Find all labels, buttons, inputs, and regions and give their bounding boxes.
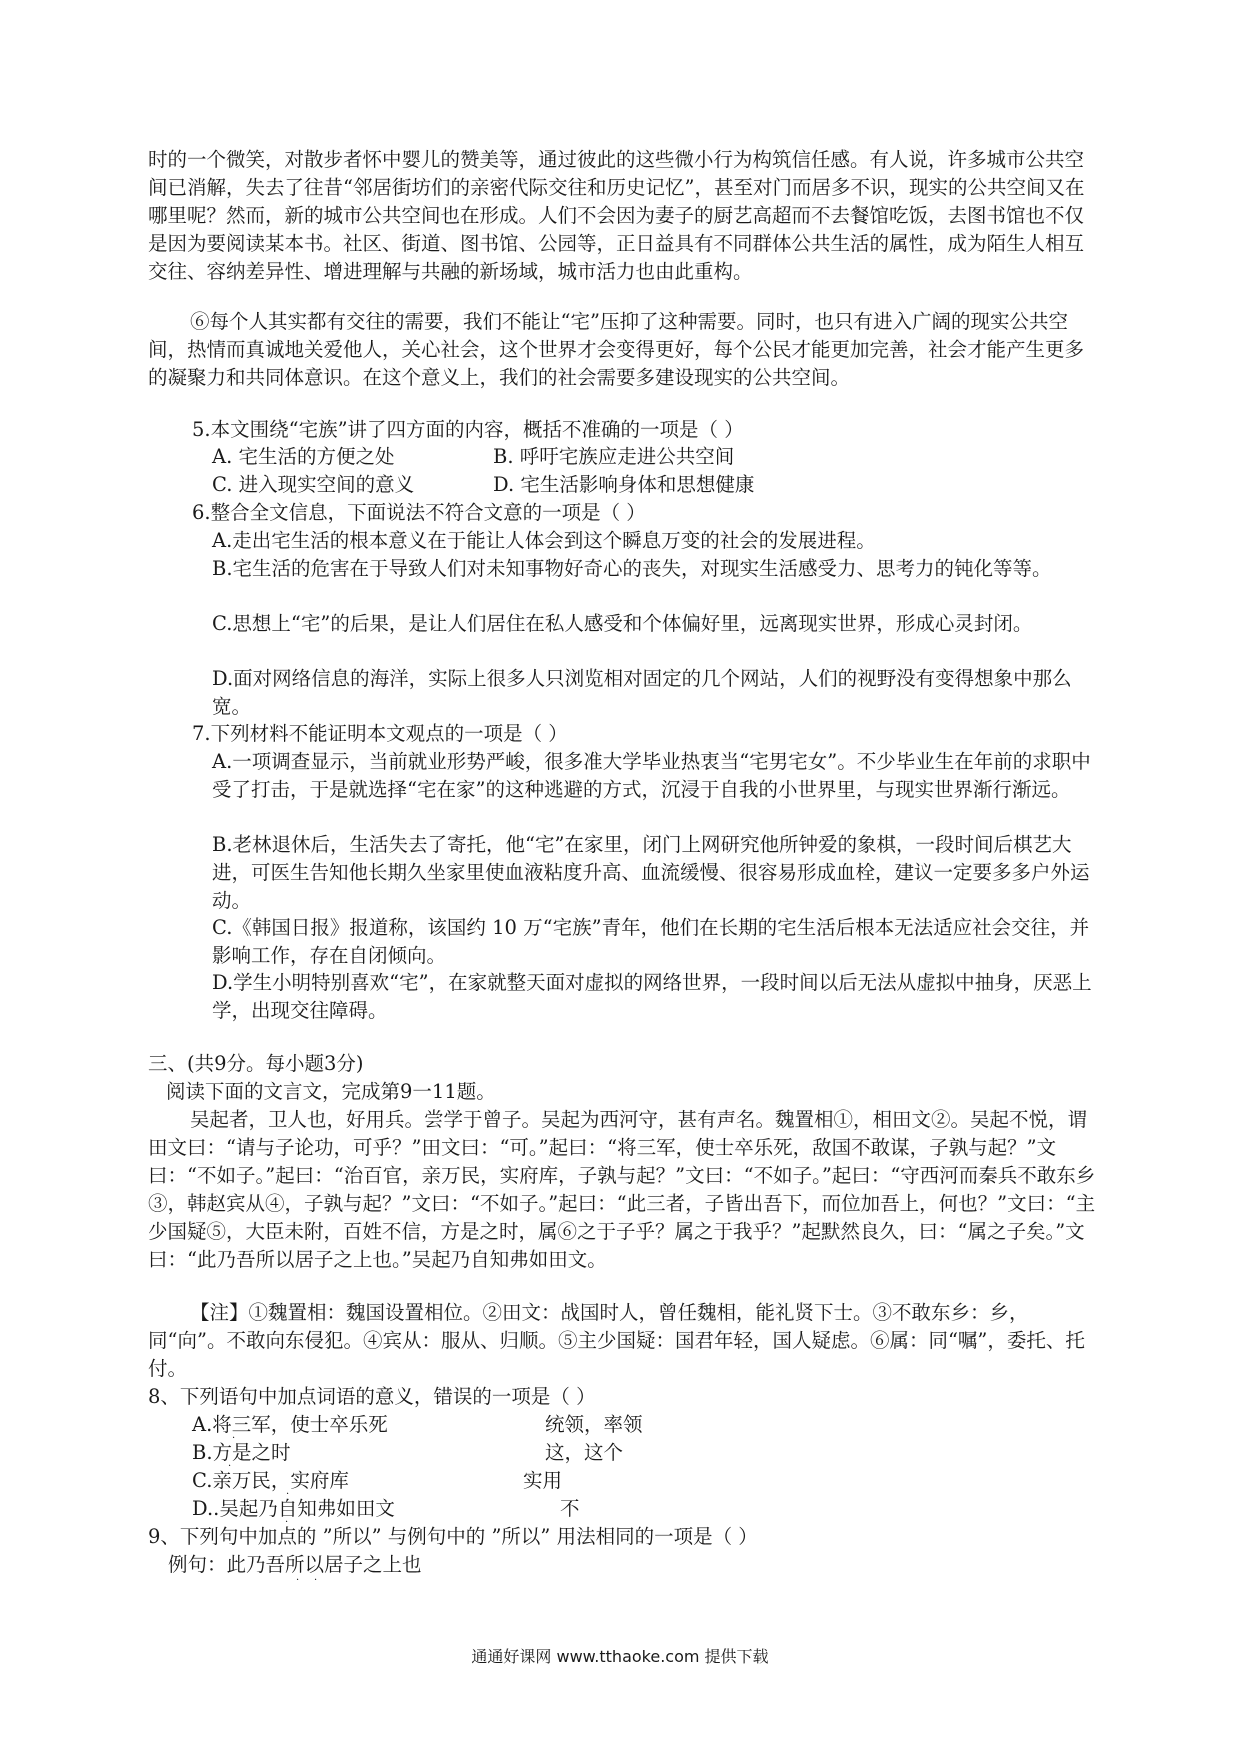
passage-paragraph-6: ⑥每个人其实都有交往的需要，我们不能让“宅”压抑了这种需要。同时，也只有进入广阔的现实公共空间，热情而真诚地关爱他人，关心社会，这个世界才会变得更好，每个公民才能更加完善，社会才能产生更多的凝聚力和共同体意识。在这个意义上，我们的社会需要多建设现实的公共空间。 xyxy=(148,310,1085,389)
q9-example: 例句：此乃吾所以居子之上也 xyxy=(168,1553,422,1576)
q8-sentence-b: B.方是之时 xyxy=(192,1441,291,1464)
classical-notes: 【注】①魏置相：魏国设置相位。②田文：战国时人，曾任魏相，能礼贤下士。③不敢东乡：乡，同“向”。不敢向东侵犯。④宾从：服从、归顺。⑤主少国疑：国君年轻，国人疑虑。⑥属：同“嘱”，委托、托付。 xyxy=(148,1301,1085,1380)
q7-option-a: A.一项调查显示，当前就业形势严峻，很多准大学毕业热衷当“宅男宅女”。不少毕业生在年前的求职中受了打击，于是就选择“宅在家”的这种逃避的方式，沉浸于自我的小世界里，与现实世界渐行渐远。 xyxy=(212,750,1091,801)
q6-option-a: A.走出宅生活的根本意义在于能让人体会到这个瞬息万变的社会的发展进程。 xyxy=(212,529,876,552)
passage-paragraph-5-tail: 时的一个微笑，对散步者怀中婴儿的赞美等，通过彼此的这些微小行为构筑信任感。有人说，许多城市公共空间已消解，失去了往昔“邻居街坊们的亲密代际交往和历史记忆”，甚至对门而居多不识，现实的公共空间又在哪里呢？然而，新的城市公共空间也在形成。人们不会因为妻子的厨艺高超而不去餐馆吃饭，去图书馆也不仅是因为要阅读某本书。社区、街道、图书馆、公园等，正日益具有不同群体公共生活的属性，成为陌生人相互交往、容纳差异性、增进理解与共融的新场域，城市活力也由此重构。 xyxy=(148,148,1085,283)
q8-meaning-b: 这，这个 xyxy=(545,1441,624,1464)
q5-stem: 5.本文围绕“宅族”讲了四方面的内容，概括不准确的一项是（ ） xyxy=(192,418,744,441)
emphasis-dot-mark: · xyxy=(228,1461,232,1472)
emphasis-dot-mark: · xyxy=(232,1433,236,1444)
q7-option-b: B.老林退休后，生活失去了寄托，他“宅”在家里，闭门上网研究他所钟爱的象棋，一段时间后棋艺大进，可医生告知他长期久坐家里使血液粘度升高、血流缓慢、很容易形成血栓，建议一定要多多户外运动。 xyxy=(212,833,1090,912)
section-3-instruction: 阅读下面的文言文，完成第9一11题。 xyxy=(166,1080,496,1103)
section-3-heading: 三、(共9分。每小题3分) xyxy=(148,1052,364,1075)
q6-option-d: D.面对网络信息的海洋，实际上很多人只浏览相对固定的几个网站，人们的视野没有变得想象中那么宽。 xyxy=(212,667,1072,718)
emphasis-dot-mark: · xyxy=(314,1575,318,1586)
q6-stem: 6.整合全文信息，下面说法不符合文意的一项是（ ） xyxy=(192,501,646,524)
emphasis-dot-mark: · xyxy=(296,1575,300,1586)
q8-sentence-a: A.将三军，使士卒乐死 xyxy=(192,1413,388,1436)
q5-option-d: D. 宅生活影响身体和思想健康 xyxy=(493,473,755,496)
q8-meaning-c: 实用 xyxy=(523,1469,563,1492)
q6-option-c: C.思想上“宅”的后果，是让人们居住在私人感受和个体偏好里，远离现实世界，形成心灵封闭。 xyxy=(212,612,1033,635)
emphasis-dot-mark: · xyxy=(286,1489,290,1500)
q9-stem: 9、下列句中加点的 ”所以” 与例句中的 ”所以” 用法相同的一项是（ ） xyxy=(148,1525,758,1548)
q5-option-c: C. 进入现实空间的意义 xyxy=(212,473,415,496)
q5-option-a: A. 宅生活的方便之处 xyxy=(212,445,395,468)
q8-meaning-d: 不 xyxy=(560,1497,580,1520)
q7-stem: 7.下列材料不能证明本文观点的一项是（ ） xyxy=(192,722,568,745)
q8-sentence-c: C.亲万民，实府库 xyxy=(192,1469,349,1492)
q7-option-c: C.《韩国日报》报道称，该国约 10 万“宅族”青年，他们在长期的宅生活后根本无法适应社会交往，并影响工作，存在自闭倾向。 xyxy=(212,916,1090,967)
q7-option-d: D.学生小明特别喜欢“宅”，在家就整天面对虚拟的网络世界，一段时间以后无法从虚拟中抽身，厌恶上学，出现交往障碍。 xyxy=(212,971,1092,1022)
q8-meaning-a: 统领，率领 xyxy=(545,1413,643,1436)
page-footer: 通通好课网 www.tthaoke.com 提供下载 xyxy=(471,1647,769,1666)
classical-passage: 吴起者，卫人也，好用兵。尝学于曾子。吴起为西河守，甚有声名。魏置相①，相田文②。吴起不悦，谓田文曰：“请与子论功，可乎？”田文曰：“可。”起曰：“将三军，使士卒乐死，敌国不敢谋，子孰与起？”文曰：“不如子。”起曰：“治百官，亲万民，实府库，子孰与起？”文曰：“不如子。”起曰：“守西河而秦兵不敢东乡③，韩赵宾从④，子孰与起？”文曰：“不如子。”起曰：“此三者，子皆出吾下，而位加吾上，何也？”文曰：“主少国疑⑤，大臣未附，百姓不信，方是之时，属⑥之于子乎？属之于我乎？”起默然良久，曰：“属之子矣。”文曰：“此乃吾所以居子之上也。”吴起乃自知弗如田文。 xyxy=(148,1108,1096,1271)
q8-sentence-d: D..吴起乃自知弗如田文 xyxy=(192,1497,395,1520)
q6-option-b: B.宅生活的危害在于导致人们对未知事物好奇心的丧失，对现实生活感受力、思考力的钝化等等。 xyxy=(212,557,1052,580)
q5-option-b: B. 呼吁宅族应走进公共空间 xyxy=(493,445,735,468)
emphasis-dot-mark: · xyxy=(285,1517,289,1528)
q8-stem: 8、下列语句中加点词语的意义，错误的一项是（ ） xyxy=(148,1385,596,1408)
